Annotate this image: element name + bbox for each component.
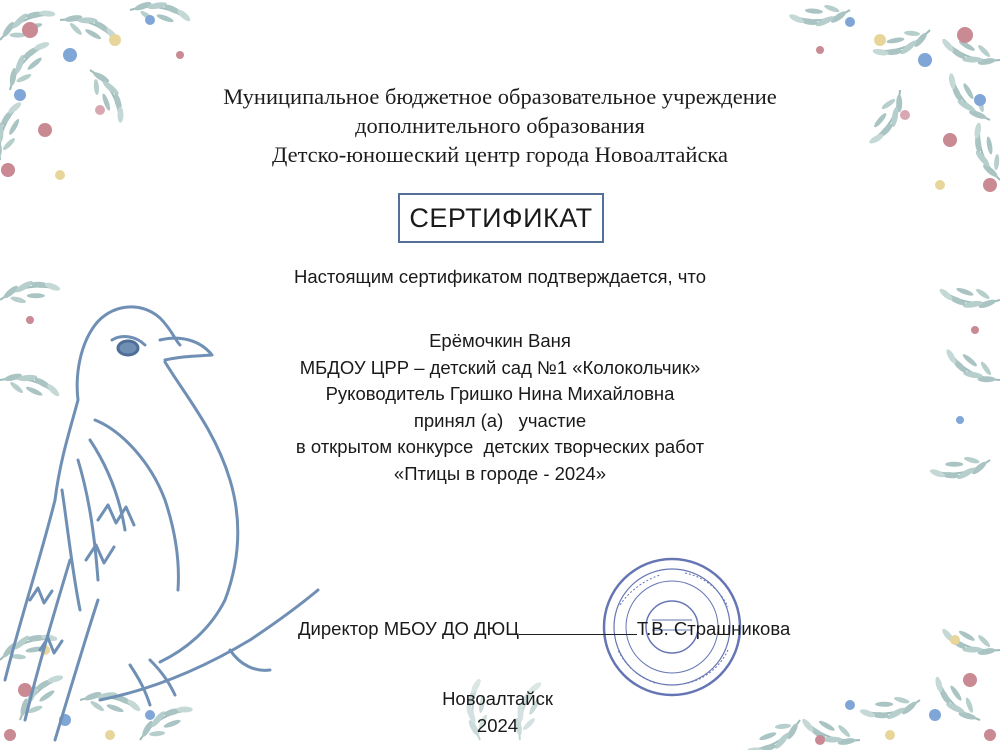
recipient-institution: МБДОУ ЦРР – детский сад №1 «Колокольчик» xyxy=(299,356,701,378)
contest-name: «Птицы в городе - 2024» xyxy=(393,462,607,484)
footer-year: 2024 xyxy=(476,715,519,736)
director-title: Директор МБОУ ДО ДЮЦ xyxy=(298,618,519,639)
signature-blank xyxy=(519,616,637,635)
footer xyxy=(400,685,595,739)
confirmation-text: Настоящим сертификатом подтверждается, что xyxy=(294,266,706,287)
participation-text: принял (а) участие xyxy=(413,409,587,431)
organization-header xyxy=(0,82,1000,169)
recipient-details xyxy=(0,328,1000,487)
director-name: Т.В. Страшникова xyxy=(636,618,791,639)
signature-line xyxy=(298,616,790,640)
organization-line: Детско-юношеский центр города Новоалтайска xyxy=(271,142,729,167)
certificate-title-box xyxy=(398,193,604,243)
footer-city: Новоалтайск xyxy=(442,688,553,709)
organization-line: дополнительного образования xyxy=(355,113,645,138)
organization-line: Муниципальное бюджетное образовательное учреждение xyxy=(223,84,777,109)
certificate-title: СЕРТИФИКАТ xyxy=(409,202,593,233)
contest-description: в открытом конкурсе детских творческих работ xyxy=(295,436,705,457)
recipient-name: Ерёмочкин Ваня xyxy=(429,330,571,351)
supervisor-name: Руководитель Гришко Нина Михайловна xyxy=(325,383,675,404)
